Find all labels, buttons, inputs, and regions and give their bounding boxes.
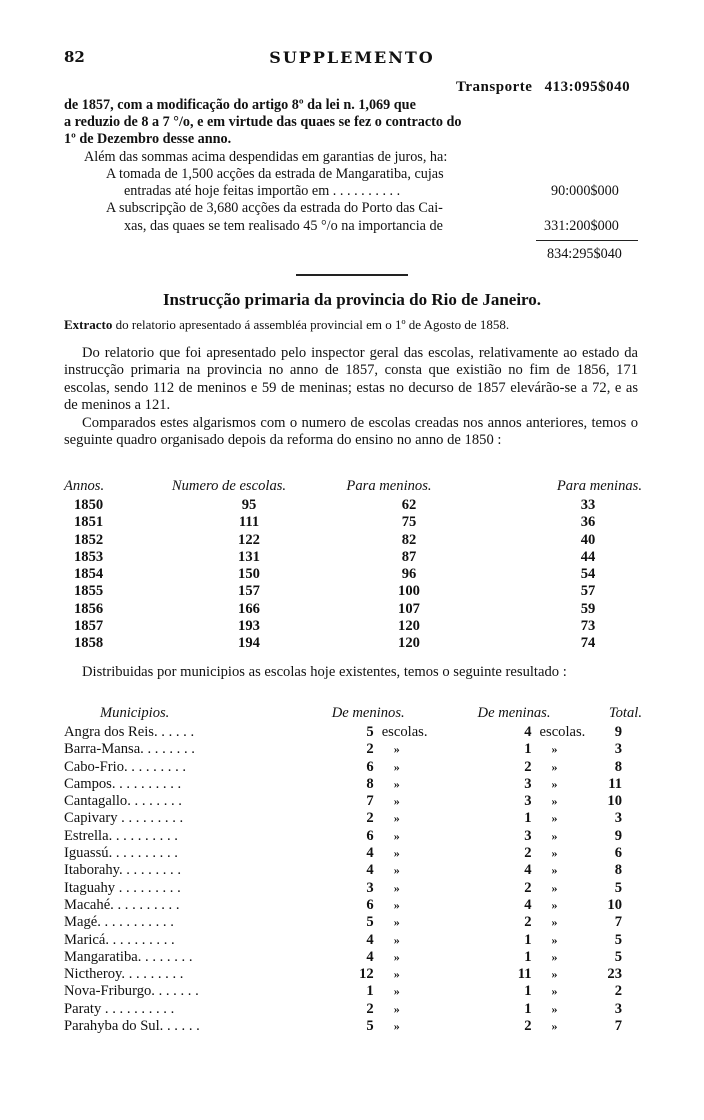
col-meninas: Para meninas. <box>556 478 642 495</box>
girls-schools: 44 <box>580 548 596 565</box>
girls-count: 11 <box>517 966 532 983</box>
girls-count: 3 <box>524 827 532 844</box>
table-row <box>64 862 642 879</box>
municipio-name: Itaborahy. . . . . . . . . <box>64 862 181 879</box>
girls-schools <box>478 880 608 897</box>
boys-schools <box>332 759 478 776</box>
boys-schools <box>332 793 478 810</box>
girls-count: 1 <box>524 948 532 965</box>
total-count: 5 <box>614 879 622 896</box>
table-row <box>64 497 642 514</box>
girls-schools <box>478 949 608 966</box>
unit-label: » <box>551 811 558 826</box>
girls-count: 3 <box>524 775 532 792</box>
unit-label: » <box>393 811 400 826</box>
table-row <box>64 983 642 1000</box>
col-meninos: Para meninos. <box>346 478 432 495</box>
table-row <box>64 759 642 776</box>
table-header-row <box>64 477 642 497</box>
boys-schools <box>332 1001 478 1018</box>
girls-count: 2 <box>524 758 532 775</box>
municipio-name: Macahé. . . . . . . . . . <box>64 896 180 913</box>
section-divider <box>296 274 408 276</box>
running-head: SUPPLEMENTO <box>269 48 435 67</box>
section-subtitle <box>64 317 509 333</box>
unit-label: » <box>393 828 400 843</box>
unit-label: » <box>551 949 558 964</box>
boys-schools <box>332 966 478 983</box>
girls-schools: 73 <box>580 618 596 635</box>
table-row <box>64 810 642 827</box>
municipio-name: Maricá. . . . . . . . . . <box>64 931 175 948</box>
girls-schools <box>478 741 608 758</box>
boys-count: 3 <box>366 879 374 896</box>
girls-schools <box>478 724 608 741</box>
boys-schools <box>332 776 478 793</box>
boys-schools <box>332 862 478 879</box>
total-schools: 122 <box>238 531 260 548</box>
girls-schools <box>478 810 608 827</box>
total-schools: 157 <box>238 583 260 600</box>
table-row <box>64 635 642 652</box>
girls-schools: 33 <box>580 497 596 513</box>
col-de-meninas: De meninas. <box>477 704 551 721</box>
boys-schools <box>332 880 478 897</box>
year: 1852 <box>74 531 104 548</box>
unit-label: » <box>551 897 558 912</box>
table-row <box>64 1018 642 1035</box>
girls-schools: 74 <box>580 635 596 652</box>
total-count: 8 <box>614 862 622 879</box>
girls-count: 4 <box>524 896 532 913</box>
boys-schools: 62 <box>401 497 417 513</box>
girls-count: 4 <box>524 862 532 879</box>
total-count: 3 <box>614 1000 622 1017</box>
sum-rule <box>536 240 638 241</box>
col-total: Total. <box>608 704 642 721</box>
municipio-name: Angra dos Reis. . . . . . <box>64 724 195 740</box>
boys-schools: 107 <box>398 600 420 617</box>
total-schools: 194 <box>238 635 260 652</box>
unit-label: escolas. <box>381 724 428 740</box>
total-count: 8 <box>614 758 622 775</box>
girls-schools <box>478 897 608 914</box>
boys-count: 2 <box>366 1000 374 1017</box>
unit-label: » <box>393 794 400 809</box>
subtitle-lead: Extracto <box>64 317 113 332</box>
col-annos: Annos. <box>64 478 105 495</box>
girls-schools <box>478 1018 608 1035</box>
boys-count: 1 <box>366 983 374 1000</box>
girls-count: 2 <box>524 845 532 862</box>
girls-schools <box>478 793 608 810</box>
unit-label: » <box>393 949 400 964</box>
unit-label: » <box>393 759 400 774</box>
subtitle-rest: do relatorio apresentado á assembléa provincial em o 1º de Agosto de 1858. <box>115 317 510 332</box>
unit-label: escolas. <box>539 724 586 740</box>
total-count: 3 <box>614 810 622 827</box>
total-count: 5 <box>614 931 622 948</box>
total-count: 11 <box>608 775 622 792</box>
item1-amount: 90:000$000 <box>551 183 619 199</box>
boys-schools <box>332 724 478 741</box>
guarantees-intro: Além das sommas acima despendidas em garantias de juros, ha: <box>84 149 448 165</box>
table-row <box>64 897 642 914</box>
table-row <box>64 549 642 566</box>
girls-count: 2 <box>524 914 532 931</box>
boys-count: 5 <box>366 914 374 931</box>
boys-schools <box>332 810 478 827</box>
girls-schools: 40 <box>580 531 596 548</box>
item1-line1: A tomada de 1,500 acções da estrada de Mangaratiba, cujas <box>106 166 444 182</box>
girls-count: 1 <box>524 1000 532 1017</box>
unit-label: » <box>393 742 400 757</box>
total-count: 7 <box>614 1018 622 1035</box>
total-schools: 131 <box>238 548 260 565</box>
boys-count: 2 <box>366 741 374 758</box>
table-row <box>64 793 642 810</box>
table-row <box>64 828 642 845</box>
year: 1855 <box>74 583 104 600</box>
paragraph-2: Comparados estes algarismos com o numero de escolas creadas nos annos anteriores, temos o seguinte quadro organisado depois da reforma do ensino no anno de 1850 : <box>64 415 638 449</box>
boys-schools <box>332 983 478 1000</box>
table-row <box>64 583 642 600</box>
total-count: 2 <box>614 983 622 1000</box>
year: 1854 <box>74 566 104 583</box>
year: 1856 <box>74 600 104 617</box>
unit-label: » <box>393 863 400 878</box>
unit-label: » <box>551 794 558 809</box>
total-count: 5 <box>614 948 622 965</box>
municipio-name: Cantagallo. . . . . . . . <box>64 793 182 810</box>
boys-count: 4 <box>366 862 374 879</box>
boys-schools: 75 <box>401 514 417 531</box>
table-row <box>64 566 642 583</box>
table-row <box>64 776 642 793</box>
unit-label: » <box>393 846 400 861</box>
boys-count: 4 <box>366 948 374 965</box>
girls-schools <box>478 759 608 776</box>
table-row <box>64 932 642 949</box>
boys-count: 8 <box>366 775 374 792</box>
total-count: 10 <box>607 793 622 810</box>
boys-count: 2 <box>366 810 374 827</box>
col-numero: Numero de escolas. <box>171 478 287 495</box>
girls-count: 1 <box>524 741 532 758</box>
unit-label: » <box>393 984 400 999</box>
boys-schools: 82 <box>401 531 417 548</box>
boys-count: 4 <box>366 931 374 948</box>
schools-by-municipality-table <box>64 703 642 1035</box>
girls-schools <box>478 1001 608 1018</box>
year: 1850 <box>74 497 104 513</box>
table-row <box>64 880 642 897</box>
table-row <box>64 914 642 931</box>
municipio-name: Barra-Mansa. . . . . . . . <box>64 741 195 758</box>
municipio-name: Iguassú. . . . . . . . . . <box>64 845 178 862</box>
municipio-name: Mangaratiba. . . . . . . . <box>64 948 193 965</box>
year: 1857 <box>74 618 104 635</box>
table-row <box>64 949 642 966</box>
total-count: 9 <box>614 827 622 844</box>
col-municipios: Municipios. <box>100 704 170 721</box>
unit-label: » <box>393 915 400 930</box>
boys-count: 5 <box>366 724 374 740</box>
girls-count: 2 <box>524 879 532 896</box>
total-amount: 834:295$040 <box>547 246 622 262</box>
girls-schools <box>478 862 608 879</box>
boys-count: 4 <box>366 845 374 862</box>
girls-schools <box>478 828 608 845</box>
unit-label: » <box>551 932 558 947</box>
transport-line <box>456 79 630 96</box>
total-schools: 166 <box>238 600 260 617</box>
girls-count: 2 <box>524 1018 532 1035</box>
unit-label: » <box>551 984 558 999</box>
total-count: 23 <box>607 966 622 983</box>
unit-label: » <box>551 863 558 878</box>
boys-count: 5 <box>366 1018 374 1035</box>
girls-schools: 57 <box>580 583 596 600</box>
year: 1858 <box>74 635 104 652</box>
unit-label: » <box>551 742 558 757</box>
boys-schools: 100 <box>398 583 420 600</box>
municipio-name: Estrella. . . . . . . . . . <box>64 827 178 844</box>
boys-schools <box>332 949 478 966</box>
carryover-line-2: a reduzio de 8 a 7 °/o, e em virtude das quaes se fez o contracto do <box>64 114 462 130</box>
girls-schools <box>478 932 608 949</box>
municipio-name: Paraty . . . . . . . . . . <box>64 1000 175 1017</box>
municipio-name: Itaguahy . . . . . . . . . <box>64 879 181 896</box>
year: 1851 <box>74 514 104 531</box>
item2-line2: xas, das quaes se tem realisado 45 °/o na importancia de <box>124 218 443 234</box>
boys-schools <box>332 741 478 758</box>
boys-schools <box>332 932 478 949</box>
boys-schools: 96 <box>401 566 417 583</box>
carryover-line-1: de 1857, com a modificação do artigo 8º da lei n. 1,069 que <box>64 97 416 113</box>
section-title: Instrucção primaria da provincia do Rio de Janeiro. <box>162 290 542 309</box>
paragraph-3: Distribuidas por municipios as escolas hoje existentes, temos o seguinte resultado : <box>82 664 567 680</box>
girls-schools: 54 <box>580 566 596 583</box>
boys-schools: 120 <box>398 618 420 635</box>
unit-label: » <box>551 1001 558 1016</box>
total-schools: 150 <box>238 566 260 583</box>
unit-label: » <box>393 1019 400 1034</box>
schools-by-year-table <box>64 477 642 653</box>
municipio-name: Campos. . . . . . . . . . <box>64 775 182 792</box>
col-de-meninos: De meninos. <box>331 704 405 721</box>
unit-label: » <box>393 967 400 982</box>
page-number: 82 <box>64 48 85 66</box>
municipio-name: Cabo-Frio. . . . . . . . . <box>64 758 187 775</box>
girls-schools <box>478 966 608 983</box>
unit-label: » <box>551 915 558 930</box>
girls-schools <box>478 845 608 862</box>
total-count: 6 <box>614 845 622 862</box>
total-count: 10 <box>607 896 622 913</box>
girls-schools <box>478 983 608 1000</box>
table-row <box>64 845 642 862</box>
item2-amount: 331:200$000 <box>544 218 619 234</box>
unit-label: » <box>393 776 400 791</box>
table-row <box>64 724 642 741</box>
girls-schools: 36 <box>580 514 596 531</box>
item2-line1: A subscripção de 3,680 acções da estrada do Porto das Cai- <box>106 200 443 216</box>
table-row <box>64 618 642 635</box>
total-schools: 95 <box>241 497 257 513</box>
municipio-name: Nictheroy. . . . . . . . . <box>64 966 184 983</box>
year: 1853 <box>74 548 104 565</box>
unit-label: » <box>551 1019 558 1034</box>
item1-line2: entradas até hoje feitas importão em . . . . . . . . . . <box>124 183 401 199</box>
unit-label: » <box>551 828 558 843</box>
boys-count: 12 <box>359 966 374 983</box>
municipio-name: Magé. . . . . . . . . . . <box>64 914 174 931</box>
municipio-name: Capivary . . . . . . . . . <box>64 810 184 827</box>
boys-schools <box>332 828 478 845</box>
unit-label: » <box>393 897 400 912</box>
unit-label: » <box>551 759 558 774</box>
girls-count: 1 <box>524 983 532 1000</box>
boys-schools <box>332 845 478 862</box>
unit-label: » <box>393 1001 400 1016</box>
table-row <box>64 741 642 758</box>
transport-amount: 413:095$040 <box>544 79 631 95</box>
unit-label: » <box>393 880 400 895</box>
boys-schools <box>332 1018 478 1035</box>
carryover-line-3: 1º de Dezembro desse anno. <box>64 131 232 147</box>
municipio-name: Parahyba do Sul. . . . . . <box>64 1018 200 1035</box>
unit-label: » <box>551 776 558 791</box>
boys-count: 6 <box>366 758 374 775</box>
boys-schools: 87 <box>401 548 417 565</box>
boys-schools <box>332 914 478 931</box>
girls-count: 4 <box>524 724 532 740</box>
boys-count: 6 <box>366 896 374 913</box>
table-row <box>64 1001 642 1018</box>
total-schools: 111 <box>238 514 260 531</box>
total-count: 3 <box>614 741 622 758</box>
boys-count: 7 <box>366 793 374 810</box>
municipio-name: Nova-Friburgo. . . . . . . <box>64 983 199 1000</box>
paragraph-1: Do relatorio que foi apresentado pelo inspector geral das escolas, relativamente ao estado da instrucção primaria na provincia no anno de 1857, consta que existião no fim de 1856, 171 escolas, sendo 112 de meninos e 59 de meninas; estas no decurso de 1857 elevárão-se a 72, e as de meninos a 121. <box>64 345 638 414</box>
table-row <box>64 514 642 531</box>
table-row <box>64 966 642 983</box>
girls-schools <box>478 914 608 931</box>
table-row <box>64 601 642 618</box>
unit-label: » <box>551 846 558 861</box>
girls-count: 3 <box>524 793 532 810</box>
girls-schools <box>478 776 608 793</box>
boys-count: 6 <box>366 827 374 844</box>
girls-count: 1 <box>524 810 532 827</box>
girls-count: 1 <box>524 931 532 948</box>
transport-label: Transporte <box>456 79 533 95</box>
table-row <box>64 532 642 549</box>
total-count: 7 <box>614 914 622 931</box>
unit-label: » <box>551 967 558 982</box>
table-header-row <box>64 703 642 724</box>
boys-schools: 120 <box>398 635 420 652</box>
total-count: 9 <box>614 724 622 740</box>
total-schools: 193 <box>238 618 260 635</box>
boys-schools <box>332 897 478 914</box>
girls-schools: 59 <box>580 600 596 617</box>
unit-label: » <box>551 880 558 895</box>
unit-label: » <box>393 932 400 947</box>
